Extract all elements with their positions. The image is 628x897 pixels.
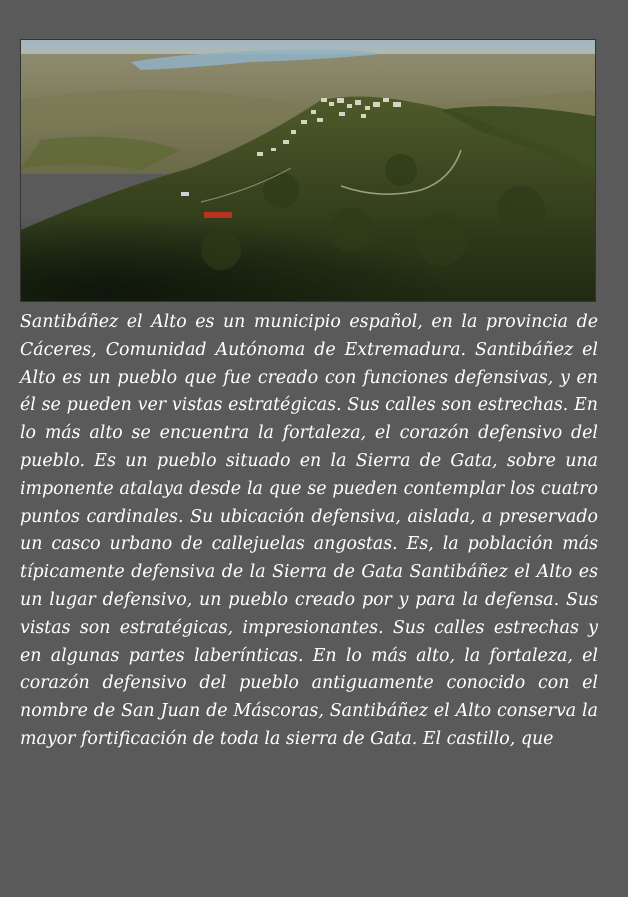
hilltop-village-photo — [20, 39, 596, 302]
article-body: Santibáñez el Alto es un municipio español, en la provincia de Cáceres, Comunidad Autónoma de Extremadura. Santibáñez el Alto es un pueblo que fue creado con funciones defensivas, y en él se pueden ver vistas estratégicas. Sus calles son estrechas. En lo más alto se encuentra la fortaleza, el corazón defensivo del pueblo. Es un pueblo situado en la Sierra de Gata, sobre una imponente atalaya desde la que se pueden contemplar los cuatro puntos cardinales. Su ubicación defensiva, aislada, a preservado un casco urbano de callejuelas angostas. Es, la población más típicamente defensiva de la Sierra de Gata Santibáñez el Alto es un lugar defensivo, un pueblo creado por y para la defensa. Sus vistas son estratégicas, impresionantes. Sus calles estrechas y en algunas partes laberínticas. En lo más alto, la fortaleza, el corazón defensivo del pueblo antiguamente conocido con el nombre de San Juan de Máscoras, Santibáñez el Alto conserva la mayor fortificación de toda la sierra de Gata. El castillo, que — [20, 312, 598, 749]
